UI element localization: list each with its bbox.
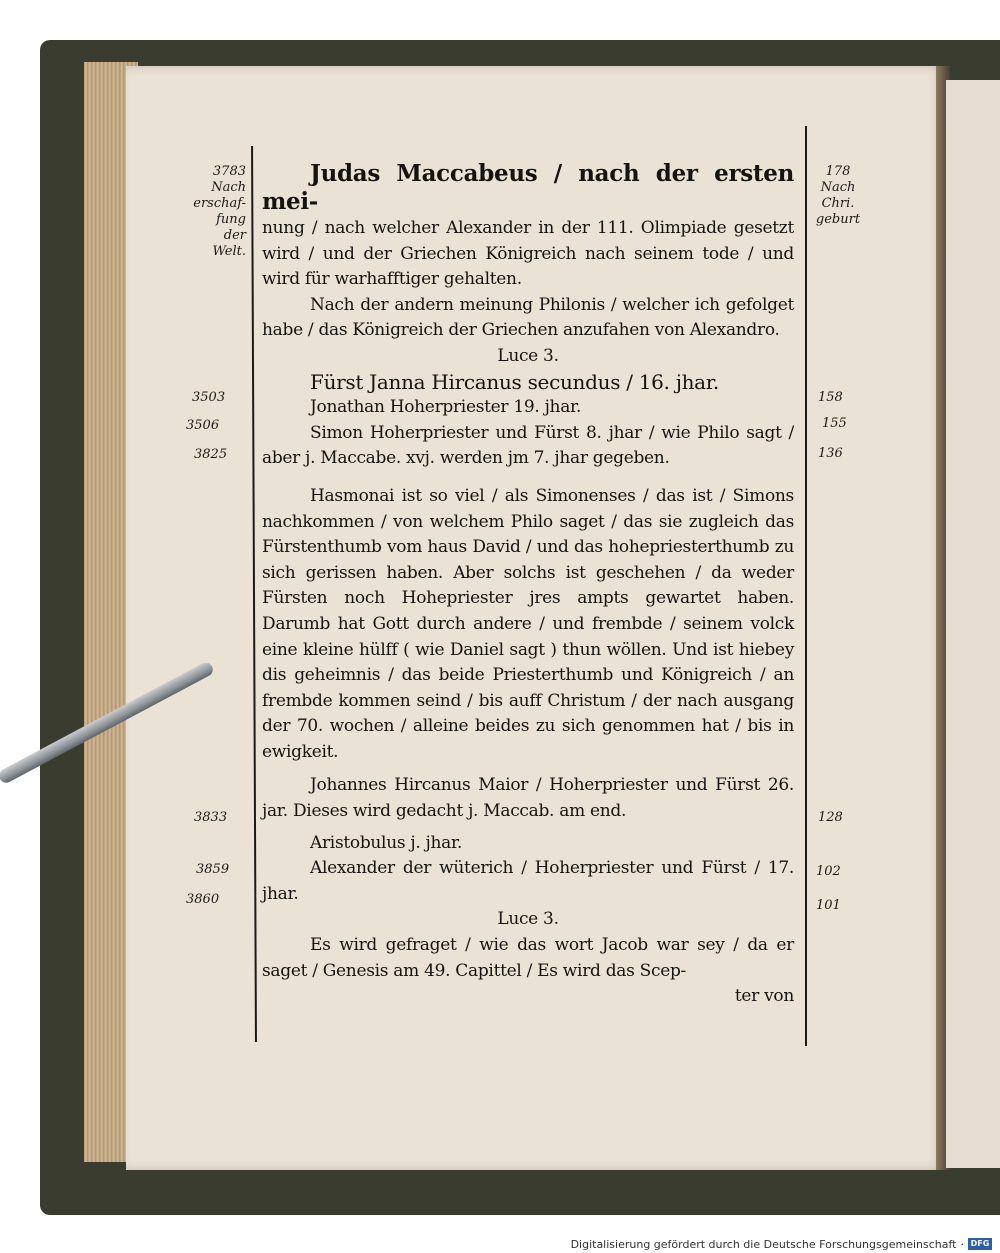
left-year: 3860 xyxy=(186,892,220,907)
left-margin-note xyxy=(184,164,246,260)
chronology-entry: Jonathan Hoherpriester 19. jhar. xyxy=(310,397,582,418)
left-year: 3833 xyxy=(194,810,228,825)
main-text xyxy=(262,160,794,1010)
chronology-entry: Fürst Janna Hircanus secundus / 16. jhar. xyxy=(310,369,719,394)
right-year: 136 xyxy=(818,446,843,461)
paragraph: nung / nach welcher Alexander in der 111. Olimpiade gesetzt wird / und der Griechen Königreich nach seinem tode / und wird für warhafftiger gehalten. xyxy=(262,218,794,290)
margin-note-line: 178 xyxy=(825,164,851,179)
margin-note-line: Welt. xyxy=(212,244,246,259)
credit-text: Digitalisierung gefördert durch die Deutsche Forschungsgemeinschaft xyxy=(570,1237,957,1251)
paragraph: Hasmonai ist so viel / als Simonenses / das ist / Simons nachkommen / von welchem Philo saget / das sie zugleich das Fürstenthumb vom haus David / und das hohepriesterthumb zu sich gerissen haben. Aber solchs ist geschehen / da weder Fürsten noch Hohepriester jres ampts gewartet haben. Darumb hat Gott durch andere / und frembde / seinem volck eine kleine hülff ( wie Daniel sagt ) thun wöllen. Und ist hiebey dis geheimnis / das beide Priesterthumb und Königreich / an frembde kommen seind / bis auff Christum / der nach ausgang der 70. wochen / alleine beides zu sich genommen hat / bis in ewigkeit. xyxy=(262,485,794,762)
right-year: 155 xyxy=(822,416,847,431)
margin-note-line: Nach xyxy=(211,180,246,195)
paragraph: Nach der andern meinung Philonis / welcher ich gefolget habe / das Königreich der Griechen anzufahen von Alexandro. xyxy=(262,294,794,341)
left-year: 3859 xyxy=(196,862,230,877)
left-year: 3503 xyxy=(192,390,226,405)
margin-note-line: erschaf- xyxy=(193,196,246,211)
margin-note-line: geburt xyxy=(815,212,861,227)
footer-credit xyxy=(571,1236,992,1252)
right-year: 158 xyxy=(818,390,843,405)
separator: · xyxy=(960,1237,964,1251)
entry-heading: Judas Maccabeus / nach der ersten mei- xyxy=(262,160,794,215)
margin-note-line: 3783 xyxy=(212,164,246,179)
margin-note-line: Chri. xyxy=(821,196,855,211)
right-year: 101 xyxy=(816,898,841,913)
right-margin-rule xyxy=(805,126,807,1046)
chronology-entry: Alexander der wüterich / Hoherpriester und Fürst / 17. jhar. xyxy=(262,858,794,904)
right-margin-note xyxy=(808,164,868,228)
right-year: 102 xyxy=(816,864,841,879)
chronology-entry: Johannes Hircanus Maior / Hoherpriester und Fürst 26. jar. Dieses wird gedacht j. Maccab. am end. xyxy=(262,775,794,822)
left-year: 3506 xyxy=(186,418,220,433)
chronology-entry: Aristobulus j. jhar. xyxy=(310,832,463,853)
right-year: 128 xyxy=(818,810,843,825)
margin-note-line: fung xyxy=(216,212,246,227)
chronology-entry: Simon Hoherpriester und Fürst 8. jhar / wie Philo sagt / aber j. Maccabe. xvj. werden jm 7. jhar gegeben. xyxy=(262,422,794,469)
left-year: 3825 xyxy=(194,447,228,462)
section-heading: Luce 3. xyxy=(497,909,559,930)
margin-note-line: der xyxy=(223,228,246,243)
facing-page-edge xyxy=(946,80,1000,1168)
paragraph: Es wird gefraget / wie das wort Jacob war sey / da er saget / Genesis am 49. Capittel / Es wird das Scep- xyxy=(262,935,794,981)
catchword: ter von xyxy=(734,986,794,1007)
margin-note-line: Nach xyxy=(820,180,856,195)
section-heading: Luce 3. xyxy=(497,345,559,366)
dfg-logo-icon: DFG xyxy=(968,1238,992,1250)
